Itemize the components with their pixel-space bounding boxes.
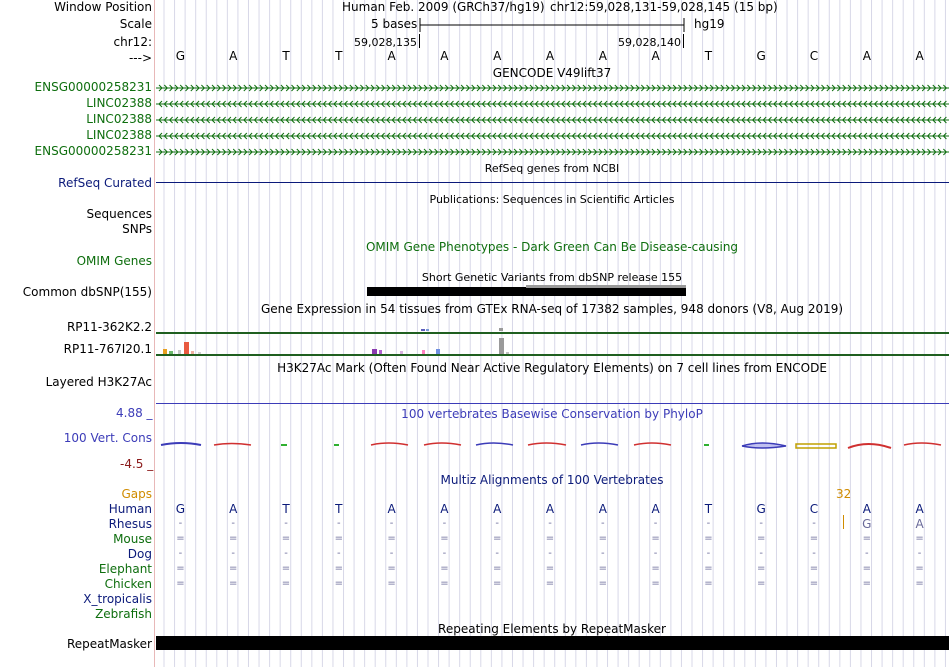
alignment-base: = <box>492 533 502 544</box>
alignment-base: - <box>442 518 447 529</box>
species-label[interactable]: Dog <box>127 547 152 561</box>
gencode-row-label[interactable]: LINC02388 <box>86 96 152 110</box>
publications-track-title: Publications: Sequences in Scientific Articles <box>429 193 675 206</box>
alignment-base: = <box>387 563 396 574</box>
alignment-base: = <box>756 533 766 544</box>
alignment-base: T <box>335 502 343 516</box>
alignment-base: - <box>442 548 447 559</box>
alignment-base: - <box>495 518 499 529</box>
h3k27ac-track-title: H3K27Ac Mark (Often Found Near Active Regulatory Elements) on 7 cell lines from ENCODE <box>277 361 827 375</box>
gap-marker <box>843 515 844 529</box>
gap-count: 32 <box>836 487 852 501</box>
alignment-base: = <box>281 578 291 589</box>
alignment-base: = <box>387 533 396 544</box>
gaps-label[interactable]: Gaps <box>121 487 152 501</box>
refseq-track-title: RefSeq genes from NCBI <box>484 162 620 175</box>
alignment-base: = <box>545 563 555 574</box>
alignment-base: - <box>759 518 763 529</box>
base-letter: A <box>598 49 607 63</box>
gencode-transcript-line[interactable] <box>156 83 949 93</box>
alignment-base: = <box>598 578 607 589</box>
gtex-expression-bars[interactable] <box>156 320 536 355</box>
repeatmasker-element-bar[interactable] <box>156 636 949 650</box>
phylop-wiggle[interactable] <box>156 436 949 456</box>
dbsnp-variant-bar[interactable] <box>367 287 686 296</box>
alignment-base: = <box>281 563 291 574</box>
alignment-base: A <box>387 502 396 516</box>
alignment-base: - <box>812 518 816 529</box>
alignment-base: - <box>548 548 552 559</box>
gencode-row-label[interactable]: LINC02388 <box>86 112 152 126</box>
alignment-base: = <box>176 578 185 589</box>
repeatmasker-label[interactable]: RepeatMasker <box>66 637 152 651</box>
alignment-base: = <box>492 563 502 574</box>
gencode-transcript-line[interactable] <box>156 147 949 157</box>
alignment-base: = <box>334 533 343 544</box>
alignment-base: = <box>651 533 660 544</box>
alignment-base: = <box>334 563 343 574</box>
alignment-base: G <box>756 502 766 516</box>
alignment-base: = <box>862 533 871 544</box>
window-position-label: Window Position <box>54 0 152 14</box>
species-label[interactable]: Chicken <box>104 577 152 591</box>
alignment-base: - <box>178 518 183 529</box>
base-letter: A <box>493 49 502 63</box>
dbsnp-track-title: Short Genetic Variants from dbSNP release 155 <box>421 271 683 284</box>
alignment-base: - <box>706 518 711 529</box>
alignment-base: - <box>864 548 869 559</box>
sequences-label[interactable]: Sequences <box>86 207 152 221</box>
alignment-base: - <box>336 548 341 559</box>
alignment-base: - <box>284 518 288 529</box>
multiz-track-title: Multiz Alignments of 100 Vertebrates <box>440 473 664 487</box>
alignment-base: = <box>704 578 713 589</box>
alignment-base: = <box>756 578 766 589</box>
alignment-base: = <box>176 563 185 574</box>
alignment-base: = <box>598 563 607 574</box>
alignment-base: = <box>704 563 713 574</box>
base-letter: T <box>335 49 343 63</box>
alignment-base: = <box>545 533 555 544</box>
alignment-base: T <box>282 502 290 516</box>
alignment-base: G <box>862 517 872 531</box>
alignment-base: = <box>756 563 766 574</box>
species-label[interactable]: Rhesus <box>108 517 152 531</box>
species-label[interactable]: Mouse <box>113 532 152 546</box>
alignment-base: - <box>495 548 499 559</box>
alignment-base: = <box>176 533 185 544</box>
gtex-row1-label[interactable]: RP11-362K2.2 <box>66 320 152 334</box>
alignment-base: A <box>493 502 502 516</box>
alignment-base: = <box>651 563 660 574</box>
alignment-base: = <box>228 533 238 544</box>
alignment-base: A <box>651 502 660 516</box>
position-text: chr12:59,028,131-59,028,145 (15 bp) <box>550 0 778 14</box>
base-letter: A <box>915 49 924 63</box>
alignment-base: = <box>704 533 713 544</box>
dbsnp-label[interactable]: Common dbSNP(155) <box>22 285 152 299</box>
scale-text: 5 bases <box>371 17 418 31</box>
gencode-row-label[interactable]: LINC02388 <box>86 128 152 142</box>
alignment-base: - <box>178 548 183 559</box>
alignment-base: = <box>228 578 238 589</box>
base-letter: A <box>545 49 555 63</box>
strand-label: ---> <box>128 51 152 65</box>
scale-label: Scale <box>119 17 152 31</box>
base-letter: A <box>862 49 871 63</box>
alignment-base: = <box>915 578 924 589</box>
gencode-transcript-line[interactable] <box>156 115 949 125</box>
snps-label[interactable]: SNPs <box>122 222 152 236</box>
phylop-track-title: 100 vertebrates Basewise Conservation by PhyloP <box>401 407 703 421</box>
gtex-track-title: Gene Expression in 54 tissues from GTEx RNA-seq of 17382 samples, 948 donors (V8, Aug 2019) <box>260 302 844 316</box>
alignment-base: A <box>862 502 871 516</box>
alignment-base: - <box>600 518 605 529</box>
alignment-base: - <box>231 518 235 529</box>
chr-label: chr12: <box>113 35 152 49</box>
alignment-base: = <box>915 563 924 574</box>
base-letter: A <box>387 49 396 63</box>
db-text: hg19 <box>694 17 725 31</box>
gencode-track-title: GENCODE V49lift37 <box>492 66 612 80</box>
alignment-base: A <box>915 517 924 531</box>
refseq-line[interactable] <box>156 182 949 183</box>
alignment-base: - <box>706 548 711 559</box>
alignment-base: = <box>862 563 871 574</box>
alignment-base: A <box>229 502 238 516</box>
base-letter: G <box>756 49 766 63</box>
alignment-base: = <box>598 533 607 544</box>
omim-track-title: OMIM Gene Phenotypes - Dark Green Can Be Disease-causing <box>365 240 739 254</box>
alignment-base: = <box>387 578 396 589</box>
omim-label[interactable]: OMIM Genes <box>76 254 152 268</box>
base-letter: A <box>651 49 660 63</box>
alignment-base: = <box>651 578 660 589</box>
alignment-base: A <box>598 502 607 516</box>
alignment-base: = <box>440 578 449 589</box>
h3k27ac-label[interactable]: Layered H3K27Ac <box>45 375 152 389</box>
gencode-row-label[interactable]: ENSG00000258231 <box>34 144 152 158</box>
alignment-base: A <box>545 502 555 516</box>
coord-right: 59,028,140 <box>618 36 681 49</box>
alignment-base: - <box>284 548 288 559</box>
alignment-base: - <box>231 548 235 559</box>
alignment-base: = <box>545 578 555 589</box>
alignment-base: = <box>440 533 449 544</box>
alignment-base: - <box>812 548 816 559</box>
dbsnp-variant-highlight <box>526 285 686 288</box>
base-letter: A <box>440 49 449 63</box>
alignment-base: - <box>653 518 658 529</box>
alignment-base: - <box>653 548 658 559</box>
alignment-base: = <box>915 533 924 544</box>
phylop-max-value: 4.88 _ <box>116 406 153 420</box>
gencode-transcript-line[interactable] <box>156 131 949 141</box>
phylop-min-value: -4.5 _ <box>120 457 154 471</box>
species-label[interactable]: Elephant <box>98 562 152 576</box>
species-label[interactable]: Zebrafish <box>95 607 152 621</box>
species-label[interactable]: X_tropicalis <box>83 592 152 606</box>
base-letter: C <box>809 49 819 63</box>
alignment-base: - <box>389 548 394 559</box>
scale-bar <box>418 16 688 34</box>
alignment-base: A <box>915 502 924 516</box>
gencode-transcript-line[interactable] <box>156 99 949 109</box>
base-letter: G <box>175 49 186 63</box>
alignment-base: = <box>228 563 238 574</box>
repeatmasker-track-title: Repeating Elements by RepeatMasker <box>438 622 666 636</box>
h3k27ac-baseline <box>156 403 949 404</box>
alignment-base: - <box>600 548 605 559</box>
refseq-label[interactable]: RefSeq Curated <box>58 176 152 190</box>
alignment-base: C <box>809 502 819 516</box>
alignment-base: - <box>759 548 763 559</box>
gencode-row-label[interactable]: ENSG00000258231 <box>34 80 152 94</box>
alignment-base: = <box>492 578 502 589</box>
alignment-base: - <box>336 518 341 529</box>
assembly-text: Human Feb. 2009 (GRCh37/hg19) <box>342 0 545 14</box>
alignment-base: = <box>809 533 819 544</box>
base-letter: T <box>704 49 713 63</box>
alignment-base: G <box>175 502 186 516</box>
phylop-label[interactable]: 100 Vert. Cons <box>63 431 152 445</box>
coord-left: 59,028,135 <box>354 36 417 49</box>
alignment-base: - <box>917 548 922 559</box>
gtex-row2-label[interactable]: RP11-767I20.1 <box>63 342 152 356</box>
alignment-base: = <box>440 563 449 574</box>
alignment-base: = <box>334 578 343 589</box>
alignment-base: = <box>809 578 819 589</box>
coord-left-tick <box>419 34 420 48</box>
alignment-base: - <box>548 518 552 529</box>
alignment-base: = <box>862 578 871 589</box>
base-letter: T <box>282 49 290 63</box>
base-letter: A <box>229 49 238 63</box>
coord-right-tick <box>683 34 684 48</box>
species-label[interactable]: Human <box>108 502 152 516</box>
alignment-base: T <box>704 502 713 516</box>
alignment-base: - <box>389 518 394 529</box>
alignment-base: = <box>281 533 291 544</box>
alignment-base: A <box>440 502 449 516</box>
alignment-base: = <box>809 563 819 574</box>
